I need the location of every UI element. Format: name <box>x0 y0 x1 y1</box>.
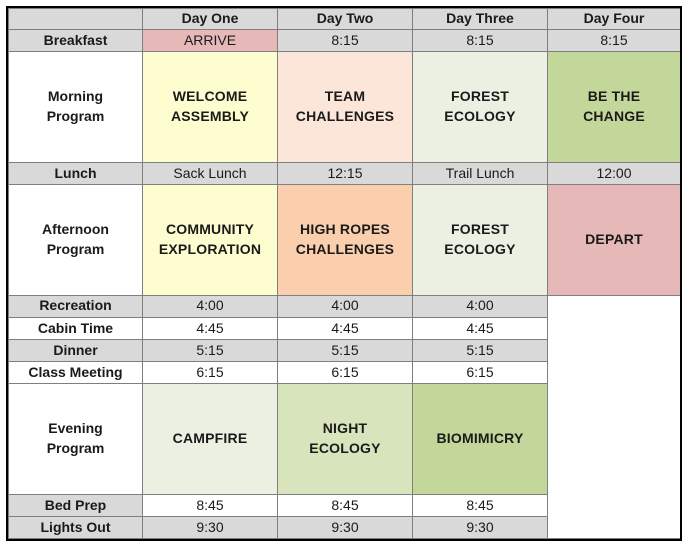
bed-prep-day-three: 8:45 <box>413 494 548 516</box>
morning-day-four: BE THE CHANGE <box>548 52 681 163</box>
morning-label: Morning Program <box>9 52 143 163</box>
evening-day-one: CAMPFIRE <box>143 384 278 495</box>
afternoon-day-one: COMMUNITY EXPLORATION <box>143 184 278 295</box>
bed-prep-day-one: 8:45 <box>143 494 278 516</box>
lunch-label: Lunch <box>9 162 143 184</box>
evening-day-three: BIOMIMICRY <box>413 384 548 495</box>
dinner-day-two: 5:15 <box>278 339 413 361</box>
bed-prep-day-two: 8:45 <box>278 494 413 516</box>
afternoon-row <box>9 184 681 295</box>
recreation-day-one: 4:00 <box>143 295 278 317</box>
class-meeting-label: Class Meeting <box>9 361 143 383</box>
lunch-day-four: 12:00 <box>548 162 681 184</box>
class-meeting-day-one: 6:15 <box>143 361 278 383</box>
lights-out-day-two: 9:30 <box>278 516 413 538</box>
day-one-header: Day One <box>143 9 278 30</box>
afternoon-day-two: HIGH ROPES CHALLENGES <box>278 184 413 295</box>
schedule-frame <box>6 6 682 541</box>
lunch-row <box>9 162 681 184</box>
lunch-day-two: 12:15 <box>278 162 413 184</box>
day-three-header: Day Three <box>413 9 548 30</box>
header-corner <box>9 9 143 30</box>
lunch-day-one: Sack Lunch <box>143 162 278 184</box>
breakfast-row <box>9 30 681 52</box>
breakfast-day-three: 8:15 <box>413 30 548 52</box>
evening-label: Evening Program <box>9 384 143 495</box>
cabin-label: Cabin Time <box>9 317 143 339</box>
lunch-day-three: Trail Lunch <box>413 162 548 184</box>
day-four-empty-area <box>548 295 681 538</box>
class-meeting-day-two: 6:15 <box>278 361 413 383</box>
morning-row <box>9 52 681 163</box>
breakfast-day-four: 8:15 <box>548 30 681 52</box>
day-two-header: Day Two <box>278 9 413 30</box>
breakfast-day-two: 8:15 <box>278 30 413 52</box>
afternoon-day-three: FOREST ECOLOGY <box>413 184 548 295</box>
cabin-day-three: 4:45 <box>413 317 548 339</box>
cabin-day-two: 4:45 <box>278 317 413 339</box>
class-meeting-day-three: 6:15 <box>413 361 548 383</box>
dinner-day-three: 5:15 <box>413 339 548 361</box>
dinner-label: Dinner <box>9 339 143 361</box>
morning-day-two: TEAM CHALLENGES <box>278 52 413 163</box>
cabin-day-one: 4:45 <box>143 317 278 339</box>
morning-day-one: WELCOME ASSEMBLY <box>143 52 278 163</box>
breakfast-label: Breakfast <box>9 30 143 52</box>
breakfast-day-one: ARRIVE <box>143 30 278 52</box>
recreation-day-three: 4:00 <box>413 295 548 317</box>
afternoon-label: Afternoon Program <box>9 184 143 295</box>
dinner-day-one: 5:15 <box>143 339 278 361</box>
bed-prep-label: Bed Prep <box>9 494 143 516</box>
recreation-row <box>9 295 681 317</box>
lights-out-day-one: 9:30 <box>143 516 278 538</box>
lights-out-label: Lights Out <box>9 516 143 538</box>
lights-out-day-three: 9:30 <box>413 516 548 538</box>
evening-day-two: NIGHT ECOLOGY <box>278 384 413 495</box>
morning-day-three: FOREST ECOLOGY <box>413 52 548 163</box>
schedule-table <box>8 8 681 539</box>
afternoon-day-four: DEPART <box>548 184 681 295</box>
recreation-label: Recreation <box>9 295 143 317</box>
day-four-header: Day Four <box>548 9 681 30</box>
header-row <box>9 9 681 30</box>
recreation-day-two: 4:00 <box>278 295 413 317</box>
